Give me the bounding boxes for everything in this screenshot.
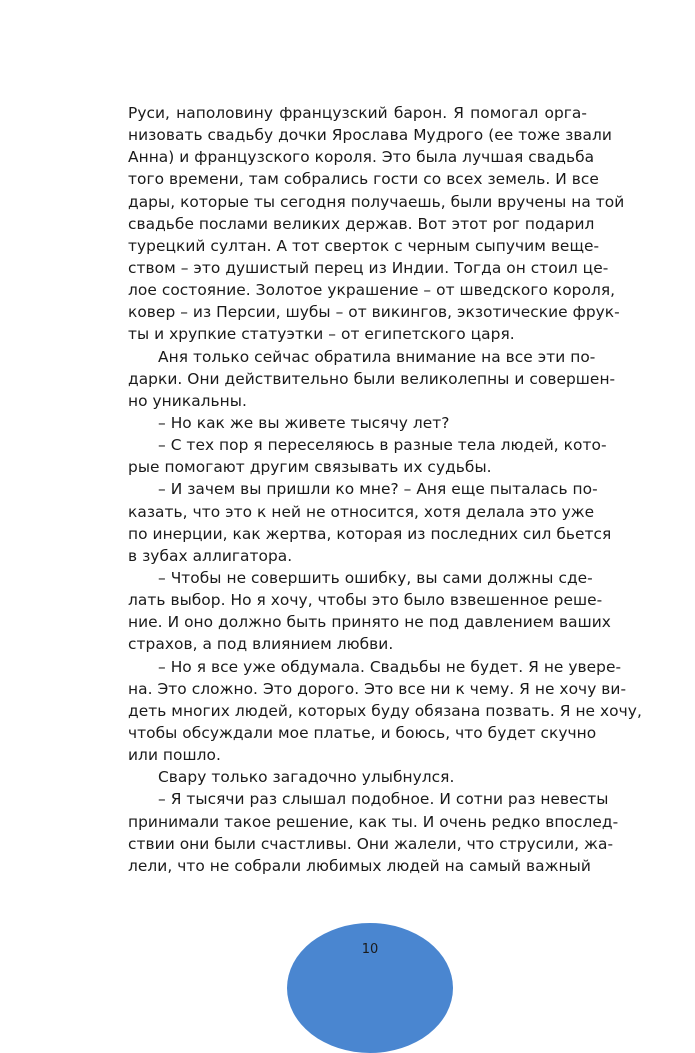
text-line: ством – это душистый перец из Индии. Тогда он стоил це- <box>128 258 609 277</box>
text-line: на. Это сложно. Это дорого. Это все ни к чему. Я не хочу ви- <box>128 679 627 698</box>
text-line: или пошло. <box>128 746 221 765</box>
page-number: 10 <box>361 942 379 957</box>
text-line: того времени, там собрались гости со всех земель. И все <box>128 170 599 189</box>
text-line: казать, что это к ней не относится, хотя делала это уже <box>128 502 595 521</box>
text-line: ты и хрупкие статуэтки – от египетского царя. <box>128 325 515 344</box>
text-line: принимали такое решение, как ты. И очень редко впослед- <box>128 812 619 831</box>
text-line: чтобы обсуждали мое платье, и боюсь, что будет скучно <box>128 723 597 742</box>
text-line: по инерции, как жертва, которая из последних сил бьется <box>128 524 612 543</box>
text-line: – С тех пор я переселяюсь в разные тела людей, кото- <box>158 436 607 455</box>
text-line: рые помогают другим связывать их судьбы. <box>128 458 492 477</box>
text-line: Анна) и французского короля. Это была лучшая свадьба <box>128 148 595 167</box>
text-line: – Но я все уже обдумала. Свадьбы не будет. Я не увере- <box>158 657 622 676</box>
text-line: дарки. Они действительно были великолепны и совершен- <box>128 369 616 388</box>
text-line: Свару только загадочно улыбнулся. <box>158 768 455 787</box>
text-line: – Я тысячи раз слышал подобное. И сотни раз невесты <box>158 790 609 809</box>
text-line: но уникальны. <box>128 391 247 410</box>
text-line: ние. И оно должно быть принято не под давлением ваших <box>128 613 611 632</box>
text-line: деть многих людей, которых буду обязана позвать. Я не хочу, <box>128 701 642 720</box>
page-number-badge <box>287 923 453 1053</box>
body-text <box>128 102 642 877</box>
text-line: в зубах аллигатора. <box>128 546 293 565</box>
text-line: – Чтобы не совершить ошибку, вы сами должны сде- <box>158 568 593 587</box>
text-line: лать выбор. Но я хочу, чтобы это было взвешенное реше- <box>128 591 603 610</box>
text-line: дары, которые ты сегодня получаешь, были вручены на той <box>128 192 625 211</box>
text-line: ковер – из Персии, шубы – от викингов, экзотические фрук- <box>128 303 620 322</box>
text-line: Руси, наполовину французский барон. Я помогал орга- <box>128 104 587 122</box>
text-line: турецкий султан. А тот сверток с черным сыпучим веще- <box>128 236 600 255</box>
text-line: лели, что не собрали любимых людей на самый важный <box>128 856 591 875</box>
text-line: ствии они были счастливы. Они жалели, что струсили, жа- <box>128 834 614 853</box>
text-line: страхов, а под влиянием любви. <box>128 635 394 654</box>
text-line: – Но как же вы живете тысячу лет? <box>158 413 450 432</box>
text-line: свадьбе послами великих держав. Вот этот рог подарил <box>128 214 595 233</box>
text-line: лое состояние. Золотое украшение – от шведского короля, <box>128 281 616 300</box>
text-line: – И зачем вы пришли ко мне? – Аня еще пыталась по- <box>158 480 598 499</box>
text-line: Аня только сейчас обратила внимание на все эти по- <box>158 347 596 366</box>
text-line: низовать свадьбу дочки Ярослава Мудрого (ее тоже звали <box>128 126 612 145</box>
